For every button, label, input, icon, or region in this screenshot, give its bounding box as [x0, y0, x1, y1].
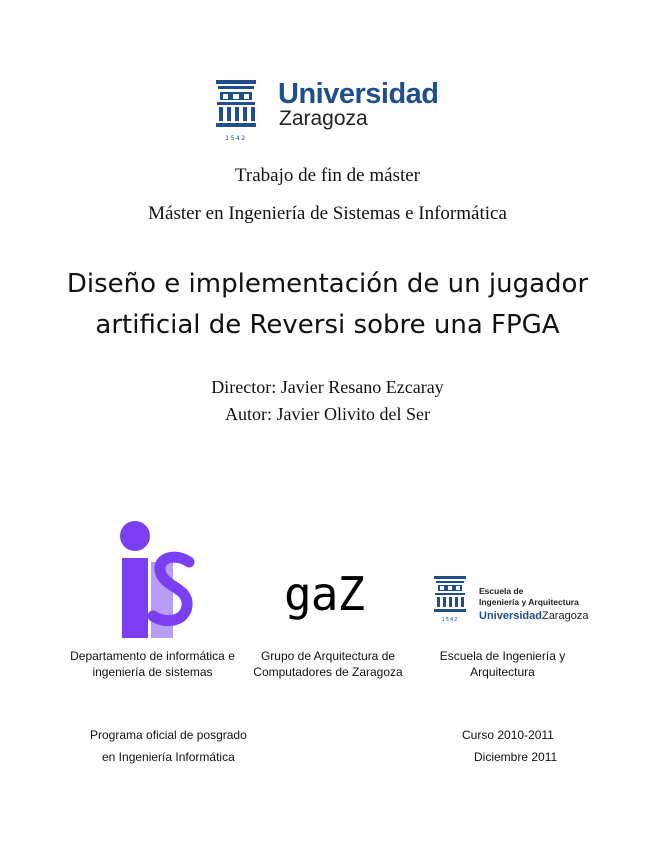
- author-line: Autor: Javier Olivito del Ser: [225, 404, 430, 424]
- eina-logo-line1: Escuela de: [479, 586, 524, 596]
- university-name: Universidad: [278, 78, 439, 110]
- course-line1: Curso 2010-2011: [462, 728, 554, 742]
- eina-logo-text: [479, 586, 579, 608]
- gaz-label: Grupo de Arquitectura de Computadores de Zaragoza: [253, 649, 403, 679]
- program-line1: Programa oficial de posgrado: [90, 728, 247, 742]
- thesis-title-line1: Diseño e implementación de un jugador: [66, 269, 589, 299]
- thesis-title-line2: artificial de Reversi sobre una FPGA: [95, 310, 560, 340]
- seal-year: 1542: [225, 135, 247, 142]
- university-seal-icon: [214, 78, 258, 146]
- eina-logo-university: [479, 610, 588, 622]
- eina-logo-line2: Ingeniería y Arquitectura: [479, 597, 579, 607]
- dis-label: Departamento de informática e ingeniería de sistemas: [70, 649, 235, 679]
- university-city: Zaragoza: [279, 107, 368, 130]
- director-line: Director: Javier Resano Ezcaray: [211, 377, 444, 397]
- dis-logo-icon: [115, 518, 195, 640]
- eina-logo-city: Zaragoza: [541, 610, 589, 622]
- degree-name: Máster en Ingeniería de Sistemas e Informática: [148, 203, 507, 224]
- course-line2: Diciembre 2011: [474, 750, 558, 764]
- eina-seal-icon: [433, 575, 467, 625]
- eina-label: Escuela de Ingeniería y Arquitectura: [439, 649, 566, 679]
- eina-logo-uni: Universidad: [479, 610, 542, 622]
- eina-seal-year: 1542: [441, 617, 459, 623]
- document-type: Trabajo de fin de máster: [234, 165, 421, 186]
- gaz-logo: gaZ: [284, 567, 365, 621]
- program-line2: en Ingeniería Informática: [102, 750, 235, 764]
